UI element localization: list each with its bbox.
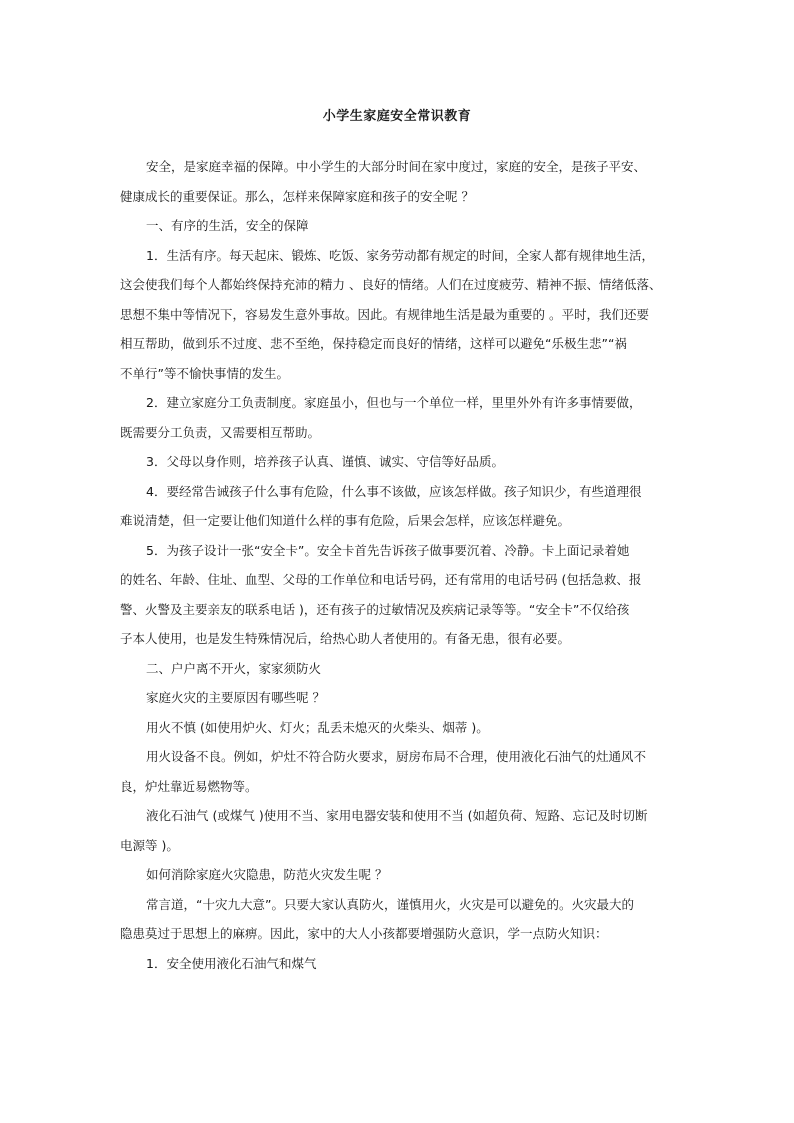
text-line: 的姓名、年龄、住址、血型、父母的工作单位和电话号码，还有常用的电话号码 (包括急救、报: [120, 572, 642, 587]
text-line: 健康成长的重要保证。那么，怎样来保障家庭和孩子的安全呢 ？: [120, 188, 474, 204]
text-line: 既需要分工负责，又需要相互帮助。: [120, 424, 321, 440]
text-line: 1．生活有序。每天起床、锻炼、吃饭、家务劳动都有规定的时间，全家人都有规律地生活，: [146, 247, 654, 263]
text-line: 安全，是家庭幸福的保障。中小学生的大部分时间在家中度过，家庭的安全，是孩子平安、: [146, 159, 647, 174]
text-line: 良，炉灶靠近易燃物等。: [120, 778, 258, 794]
text-line: 家庭火灾的主要原因有哪些呢 ？: [146, 690, 325, 705]
text-line: 2．建立家庭分工负责制度。家庭虽小，但也与一个单位一样，里里外外有许多事情要做，: [146, 395, 642, 410]
text-line: 警、火警及主要亲友的联系电话 )，还有孩子的过敏情况及疾病记录等等。“安全卡”不仅给孩: [120, 601, 630, 617]
text-line: 用火设备不良。例如，炉灶不符合防火要求，厨房布局不合理，使用液化石油气的灶通风不: [146, 749, 647, 764]
text-line: 5．为孩子设计一张“安全卡”。安全卡首先告诉孩子做事要沉着、冷静。卡上面记录着她: [146, 542, 630, 558]
text-line: 子本人使用，也是发生特殊情况后，给热心助人者使用的。有备无患，很有必要。: [120, 631, 571, 646]
text-line: 思想不集中等情况下，容易发生意外事故。因此。有规律地生活是最为重要的 。平时，我们还要: [120, 306, 649, 322]
text-line: 难说清楚，但一定要让他们知道什么样的事有危险，后果会怎样，应该怎样避免。: [120, 513, 571, 528]
text-line: 隐患莫过于思想上的麻痹。因此，家中的大人小孩都要增强防火意识，学一点防火知识：: [120, 926, 608, 941]
text-line: 这会使我们每个人都始终保持充沛的精力 、良好的情绪。人们在过度疲劳、精神不振、情绪低落、: [120, 277, 662, 292]
text-line: 电源等 )。: [120, 837, 179, 853]
text-line: 用火不慎 (如使用炉火、灯火；乱丢未熄灭的火柴头、烟蒂 )。: [146, 719, 489, 735]
text-line: 相互帮助，做到乐不过度、悲不至绝，保持稳定而良好的情绪，这样可以避免“乐极生悲”“祸: [120, 336, 627, 351]
text-line: 不单行”等不愉快事情的发生。: [120, 365, 289, 381]
text-line: 3．父母以身作则，培养孩子认真、谨慎、诚实、守信等好品质。: [146, 454, 504, 469]
text-line: 二、户户离不开火，家家须防火: [146, 660, 322, 676]
text-line: 1．安全使用液化石油气和煤气: [146, 955, 317, 971]
text-line: 液化石油气 (或煤气 )使用不当、家用电器安装和使用不当 (如超负荷、短路、忘记及时切断: [146, 808, 648, 823]
document-title: 小学生家庭安全常识教育: [322, 109, 472, 124]
text-line: 如何消除家庭火灾隐患，防范火灾发生呢 ？: [146, 867, 388, 882]
text-line: 4．要经常告诫孩子什么事有危险，什么事不该做，应该怎样做。孩子知识少，有些道理很: [146, 483, 642, 499]
document-body: [120, 152, 690, 978]
text-line: 常言道，“十灾九大意”。只要大家认真防火，谨慎用火，火灾是可以避免的。火灾最大的: [146, 896, 634, 912]
text-line: 一、有序的生活，安全的保障: [146, 218, 309, 233]
